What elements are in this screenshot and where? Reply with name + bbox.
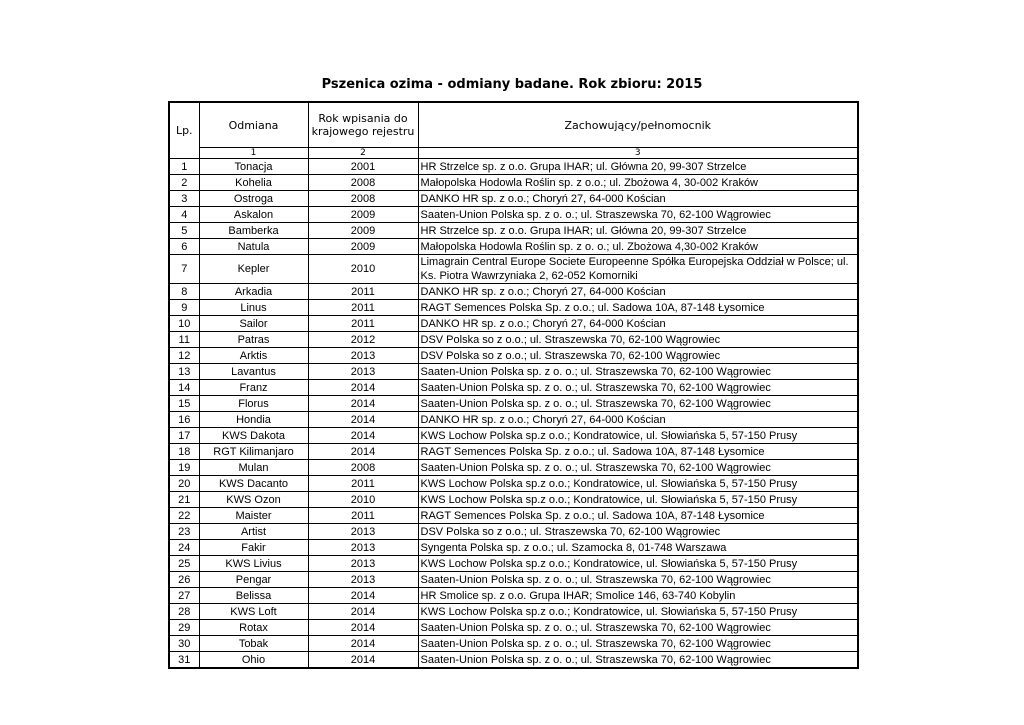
registration-year-cell: 2011	[308, 316, 418, 332]
table-row	[169, 572, 858, 588]
registration-year-cell: 2011	[308, 284, 418, 300]
holder-cell: DANKO HR sp. z o.o.; Choryń 27, 64-000 Kościan	[418, 284, 858, 300]
table-row	[169, 159, 858, 175]
holder-cell: DANKO HR sp. z o.o.; Choryń 27, 64-000 Kościan	[418, 412, 858, 428]
header-variety: Odmiana	[199, 102, 308, 148]
holder-cell: RAGT Semences Polska Sp. z o.o.; ul. Sadowa 10A, 87-148 Łysomice	[418, 444, 858, 460]
registration-year-cell: 2014	[308, 412, 418, 428]
table-row	[169, 223, 858, 239]
registration-year-cell: 2013	[308, 364, 418, 380]
holder-cell: DSV Polska so z o.o.; ul. Straszewska 70, 62-100 Wągrowiec	[418, 348, 858, 364]
holder-cell: Saaten-Union Polska sp. z o. o.; ul. Straszewska 70, 62-100 Wągrowiec	[418, 636, 858, 652]
registration-year-cell: 2013	[308, 556, 418, 572]
table-row	[169, 300, 858, 316]
variety-name-cell: Franz	[199, 380, 308, 396]
holder-cell: Małopolska Hodowla Roślin sp. z o.o.; ul. Zbożowa 4, 30-002 Kraków	[418, 175, 858, 191]
registration-year-cell: 2014	[308, 380, 418, 396]
registration-year-cell: 2001	[308, 159, 418, 175]
registration-year-cell: 2014	[308, 396, 418, 412]
table-row	[169, 348, 858, 364]
varieties-table	[168, 101, 859, 669]
variety-name-cell: Mulan	[199, 460, 308, 476]
holder-cell: HR Strzelce sp. z o.o. Grupa IHAR; ul. Główna 20, 99-307 Strzelce	[418, 159, 858, 175]
variety-name-cell: Hondia	[199, 412, 308, 428]
variety-name-cell: Natula	[199, 239, 308, 255]
table-header-row	[169, 102, 858, 148]
row-number-cell: 18	[169, 444, 199, 460]
table-row	[169, 476, 858, 492]
row-number-cell: 25	[169, 556, 199, 572]
table-row	[169, 364, 858, 380]
variety-name-cell: Arkadia	[199, 284, 308, 300]
holder-cell: KWS Lochow Polska sp.z o.o.; Kondratowice, ul. Słowiańska 5, 57-150 Prusy	[418, 492, 858, 508]
row-number-cell: 21	[169, 492, 199, 508]
variety-name-cell: KWS Ozon	[199, 492, 308, 508]
row-number-cell: 9	[169, 300, 199, 316]
row-number-cell: 11	[169, 332, 199, 348]
holder-cell: Saaten-Union Polska sp. z o. o.; ul. Straszewska 70, 62-100 Wągrowiec	[418, 380, 858, 396]
table-row	[169, 556, 858, 572]
registration-year-cell: 2014	[308, 636, 418, 652]
registration-year-cell: 2014	[308, 652, 418, 669]
table-row	[169, 604, 858, 620]
row-number-cell: 31	[169, 652, 199, 669]
holder-cell: Saaten-Union Polska sp. z o. o.; ul. Straszewska 70, 62-100 Wągrowiec	[418, 207, 858, 223]
variety-name-cell: Fakir	[199, 540, 308, 556]
document-title: Pszenica ozima - odmiany badane. Rok zbioru: 2015	[321, 77, 703, 92]
header-lp: Lp.	[169, 102, 199, 159]
holder-cell: Limagrain Central Europe Societe Europeenne Spółka Europejska Oddział w Polsce; ul. Ks. Piotra Wawrzyniaka 2, 62-052 Komorniki	[418, 255, 858, 284]
holder-cell: HR Strzelce sp. z o.o. Grupa IHAR; ul. Główna 20, 99-307 Strzelce	[418, 223, 858, 239]
row-number-cell: 8	[169, 284, 199, 300]
row-number-cell: 2	[169, 175, 199, 191]
variety-name-cell: Belissa	[199, 588, 308, 604]
holder-cell: DSV Polska so z o.o.; ul. Straszewska 70, 62-100 Wągrowiec	[418, 524, 858, 540]
row-number-cell: 20	[169, 476, 199, 492]
variety-name-cell: Sailor	[199, 316, 308, 332]
holder-cell: DANKO HR sp. z o.o.; Choryń 27, 64-000 Kościan	[418, 316, 858, 332]
table-row	[169, 620, 858, 636]
variety-name-cell: Maister	[199, 508, 308, 524]
table-row	[169, 444, 858, 460]
table-row	[169, 492, 858, 508]
row-number-cell: 15	[169, 396, 199, 412]
registration-year-cell: 2014	[308, 444, 418, 460]
table-row	[169, 239, 858, 255]
registration-year-cell: 2009	[308, 223, 418, 239]
row-number-cell: 5	[169, 223, 199, 239]
registration-year-cell: 2011	[308, 300, 418, 316]
row-number-cell: 12	[169, 348, 199, 364]
table-row	[169, 175, 858, 191]
holder-cell: KWS Lochow Polska sp.z o.o.; Kondratowice, ul. Słowiańska 5, 57-150 Prusy	[418, 604, 858, 620]
holder-cell: DSV Polska so z o.o.; ul. Straszewska 70, 62-100 Wągrowiec	[418, 332, 858, 348]
registration-year-cell: 2011	[308, 476, 418, 492]
variety-name-cell: Tonacja	[199, 159, 308, 175]
registration-year-cell: 2010	[308, 255, 418, 284]
registration-year-cell: 2014	[308, 620, 418, 636]
variety-name-cell: Ostroga	[199, 191, 308, 207]
table-row	[169, 207, 858, 223]
variety-name-cell: Pengar	[199, 572, 308, 588]
variety-name-cell: Kohelia	[199, 175, 308, 191]
table-row	[169, 316, 858, 332]
registration-year-cell: 2014	[308, 428, 418, 444]
row-number-cell: 30	[169, 636, 199, 652]
registration-year-cell: 2009	[308, 239, 418, 255]
table-row	[169, 332, 858, 348]
table-row	[169, 380, 858, 396]
row-number-cell: 19	[169, 460, 199, 476]
holder-cell: Saaten-Union Polska sp. z o. o.; ul. Straszewska 70, 62-100 Wągrowiec	[418, 652, 858, 669]
table-row	[169, 588, 858, 604]
variety-name-cell: KWS Dakota	[199, 428, 308, 444]
row-number-cell: 29	[169, 620, 199, 636]
registration-year-cell: 2013	[308, 540, 418, 556]
row-number-cell: 24	[169, 540, 199, 556]
variety-name-cell: Patras	[199, 332, 308, 348]
variety-name-cell: KWS Loft	[199, 604, 308, 620]
variety-name-cell: KWS Dacanto	[199, 476, 308, 492]
row-number-cell: 7	[169, 255, 199, 284]
holder-cell: Saaten-Union Polska sp. z o. o.; ul. Straszewska 70, 62-100 Wągrowiec	[418, 620, 858, 636]
registration-year-cell: 2013	[308, 348, 418, 364]
holder-cell: Małopolska Hodowla Roślin sp. z o. o.; ul. Zbożowa 4,30-002 Kraków	[418, 239, 858, 255]
variety-name-cell: Kepler	[199, 255, 308, 284]
registration-year-cell: 2013	[308, 572, 418, 588]
registration-year-cell: 2009	[308, 207, 418, 223]
variety-name-cell: Tobak	[199, 636, 308, 652]
holder-cell: RAGT Semences Polska Sp. z o.o.; ul. Sadowa 10A, 87-148 Łysomice	[418, 508, 858, 524]
row-number-cell: 10	[169, 316, 199, 332]
registration-year-cell: 2014	[308, 604, 418, 620]
variety-name-cell: Linus	[199, 300, 308, 316]
holder-cell: KWS Lochow Polska sp.z o.o.; Kondratowice, ul. Słowiańska 5, 57-150 Prusy	[418, 556, 858, 572]
header-holder: Zachowujący/pełnomocnik	[418, 102, 858, 148]
registration-year-cell: 2008	[308, 175, 418, 191]
row-number-cell: 22	[169, 508, 199, 524]
table-row	[169, 191, 858, 207]
variety-name-cell: Bamberka	[199, 223, 308, 239]
table-row	[169, 524, 858, 540]
variety-name-cell: Artist	[199, 524, 308, 540]
row-number-cell: 14	[169, 380, 199, 396]
registration-year-cell: 2008	[308, 191, 418, 207]
table-row	[169, 636, 858, 652]
holder-cell: RAGT Semences Polska Sp. z o.o.; ul. Sadowa 10A, 87-148 Łysomice	[418, 300, 858, 316]
holder-cell: Saaten-Union Polska sp. z o. o.; ul. Straszewska 70, 62-100 Wągrowiec	[418, 396, 858, 412]
variety-name-cell: Florus	[199, 396, 308, 412]
column-number: 1	[199, 148, 308, 159]
holder-cell: KWS Lochow Polska sp.z o.o.; Kondratowice, ul. Słowiańska 5, 57-150 Prusy	[418, 476, 858, 492]
row-number-cell: 4	[169, 207, 199, 223]
variety-name-cell: Arktis	[199, 348, 308, 364]
holder-cell: Saaten-Union Polska sp. z o. o.; ul. Straszewska 70, 62-100 Wągrowiec	[418, 364, 858, 380]
table-row	[169, 652, 858, 669]
column-number: 3	[418, 148, 858, 159]
variety-name-cell: Ohio	[199, 652, 308, 669]
registration-year-cell: 2013	[308, 524, 418, 540]
holder-cell: Saaten-Union Polska sp. z o. o.; ul. Straszewska 70, 62-100 Wągrowiec	[418, 460, 858, 476]
variety-name-cell: Rotax	[199, 620, 308, 636]
table-row	[169, 460, 858, 476]
row-number-cell: 28	[169, 604, 199, 620]
holder-cell: Saaten-Union Polska sp. z o. o.; ul. Straszewska 70, 62-100 Wągrowiec	[418, 572, 858, 588]
variety-name-cell: KWS Livius	[199, 556, 308, 572]
row-number-cell: 26	[169, 572, 199, 588]
row-number-cell: 23	[169, 524, 199, 540]
column-number-row	[169, 148, 858, 159]
row-number-cell: 6	[169, 239, 199, 255]
holder-cell: Syngenta Polska sp. z o.o.; ul. Szamocka 8, 01-748 Warszawa	[418, 540, 858, 556]
row-number-cell: 27	[169, 588, 199, 604]
table-row	[169, 396, 858, 412]
header-registration-year: Rok wpisania do krajowego rejestru	[308, 102, 418, 148]
variety-name-cell: Askalon	[199, 207, 308, 223]
registration-year-cell: 2010	[308, 492, 418, 508]
table-row	[169, 508, 858, 524]
table-row	[169, 412, 858, 428]
holder-cell: HR Smolice sp. z o.o. Grupa IHAR; Smolice 146, 63-740 Kobylin	[418, 588, 858, 604]
row-number-cell: 3	[169, 191, 199, 207]
table-row	[169, 540, 858, 556]
holder-cell: DANKO HR sp. z o.o.; Choryń 27, 64-000 Kościan	[418, 191, 858, 207]
row-number-cell: 1	[169, 159, 199, 175]
table-row	[169, 428, 858, 444]
registration-year-cell: 2011	[308, 508, 418, 524]
row-number-cell: 16	[169, 412, 199, 428]
column-number: 2	[308, 148, 418, 159]
registration-year-cell: 2014	[308, 588, 418, 604]
table-row	[169, 284, 858, 300]
registration-year-cell: 2012	[308, 332, 418, 348]
holder-cell: KWS Lochow Polska sp.z o.o.; Kondratowice, ul. Słowiańska 5, 57-150 Prusy	[418, 428, 858, 444]
table-row	[169, 255, 858, 284]
row-number-cell: 13	[169, 364, 199, 380]
row-number-cell: 17	[169, 428, 199, 444]
variety-name-cell: RGT Kilimanjaro	[199, 444, 308, 460]
variety-name-cell: Lavantus	[199, 364, 308, 380]
registration-year-cell: 2008	[308, 460, 418, 476]
